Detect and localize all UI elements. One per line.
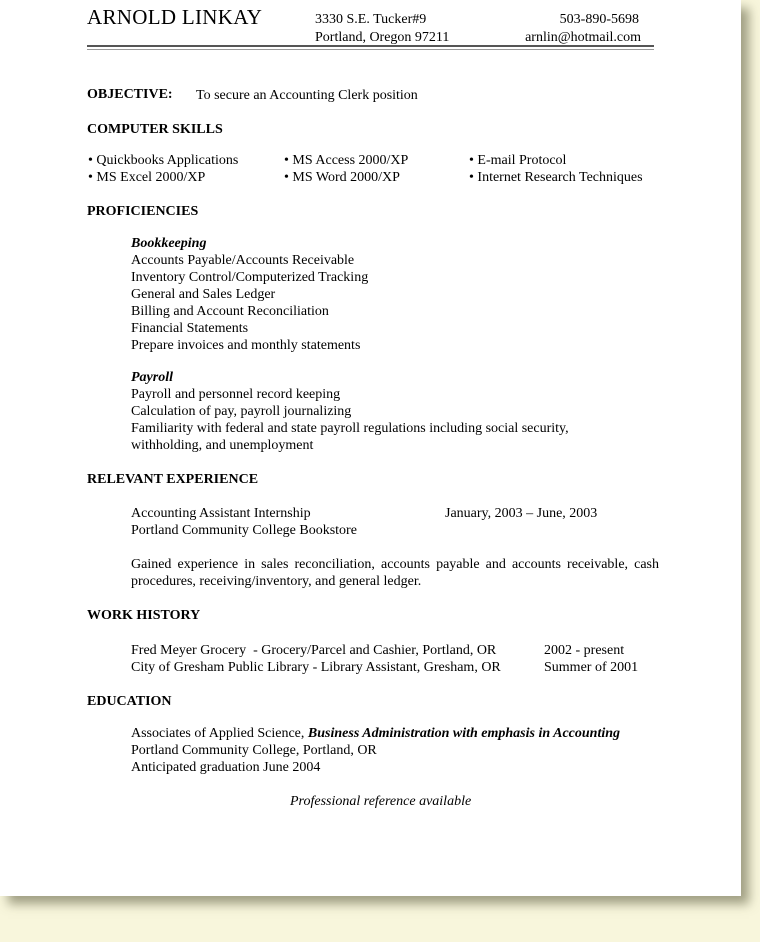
proficiency-item: Accounts Payable/Accounts Receivable: [131, 253, 355, 268]
experience-employer: Portland Community College Bookstore: [131, 523, 357, 538]
skill-item: • Internet Research Techniques: [469, 169, 643, 186]
degree-emphasis: Business Administration with emphasis in Accounting: [307, 726, 621, 741]
proficiency-item: withholding, and unemployment: [131, 438, 314, 453]
skill-item: • MS Excel 2000/XP: [88, 169, 238, 186]
candidate-name: ARNOLD LINKAY: [87, 5, 263, 29]
education-graduation: Anticipated graduation June 2004: [131, 760, 321, 775]
experience-description: Gained experience in sales reconciliation, accounts payable and accounts receivable, cash procedures, receiving/inventory, and general ledger.: [131, 557, 659, 589]
proficiency-item: Billing and Account Reconciliation: [131, 304, 329, 319]
objective-text: To secure an Accounting Clerk position: [196, 88, 418, 103]
experience-dates: January, 2003 – June, 2003: [445, 506, 598, 521]
objective-label: OBJECTIVE:: [87, 87, 173, 102]
header-rule-thin: [87, 49, 654, 50]
section-heading-computer-skills: COMPUTER SKILLS: [87, 122, 223, 137]
skill-item: • MS Word 2000/XP: [284, 169, 408, 186]
address-line-1: 3330 S.E. Tucker#9: [315, 12, 427, 27]
skills-column-3: [469, 152, 643, 186]
section-heading-education: EDUCATION: [87, 694, 172, 709]
proficiency-group-bookkeeping: [131, 235, 368, 354]
proficiency-item: Financial Statements: [131, 321, 249, 336]
references-note: Professional reference available: [290, 794, 472, 809]
proficiency-group-title: Payroll: [131, 370, 173, 385]
proficiency-item: Payroll and personnel record keeping: [131, 387, 341, 402]
skills-column-1: [88, 152, 238, 186]
proficiency-item: Calculation of pay, payroll journalizing: [131, 404, 352, 419]
skill-item: • MS Access 2000/XP: [284, 152, 408, 169]
experience-position: Accounting Assistant Internship: [131, 506, 311, 521]
section-heading-experience: RELEVANT EXPERIENCE: [87, 472, 259, 487]
proficiency-group-payroll: [131, 369, 569, 454]
section-heading-proficiencies: PROFICIENCIES: [87, 204, 199, 219]
skill-item: • E-mail Protocol: [469, 152, 643, 169]
skills-column-2: [284, 152, 408, 186]
email-address: arnlin@hotmail.com: [525, 30, 641, 45]
address-line-2: Portland, Oregon 97211: [315, 30, 450, 45]
header-rule: [87, 45, 654, 47]
proficiency-item: General and Sales Ledger: [131, 287, 276, 302]
proficiency-item: Inventory Control/Computerized Tracking: [131, 270, 369, 285]
education-school: Portland Community College, Portland, OR: [131, 743, 377, 758]
degree-prefix: Associates of Applied Science,: [131, 726, 305, 741]
work-history-job-dates: 2002 - present: [544, 643, 625, 658]
proficiency-item: Familiarity with federal and state payroll regulations including social security,: [131, 421, 569, 436]
proficiency-group-title: Bookkeeping: [131, 236, 207, 251]
section-heading-work-history: WORK HISTORY: [87, 608, 201, 623]
work-history-job-description: Fred Meyer Grocery - Grocery/Parcel and Cashier, Portland, OR: [131, 643, 497, 658]
work-history-job-dates: Summer of 2001: [544, 660, 639, 675]
proficiency-item: Prepare invoices and monthly statements: [131, 338, 361, 353]
phone-number: 503-890-5698: [559, 12, 639, 27]
skill-item: • Quickbooks Applications: [88, 152, 238, 169]
work-history-job-description: City of Gresham Public Library - Library Assistant, Gresham, OR: [131, 660, 501, 675]
education-degree: [131, 725, 620, 742]
